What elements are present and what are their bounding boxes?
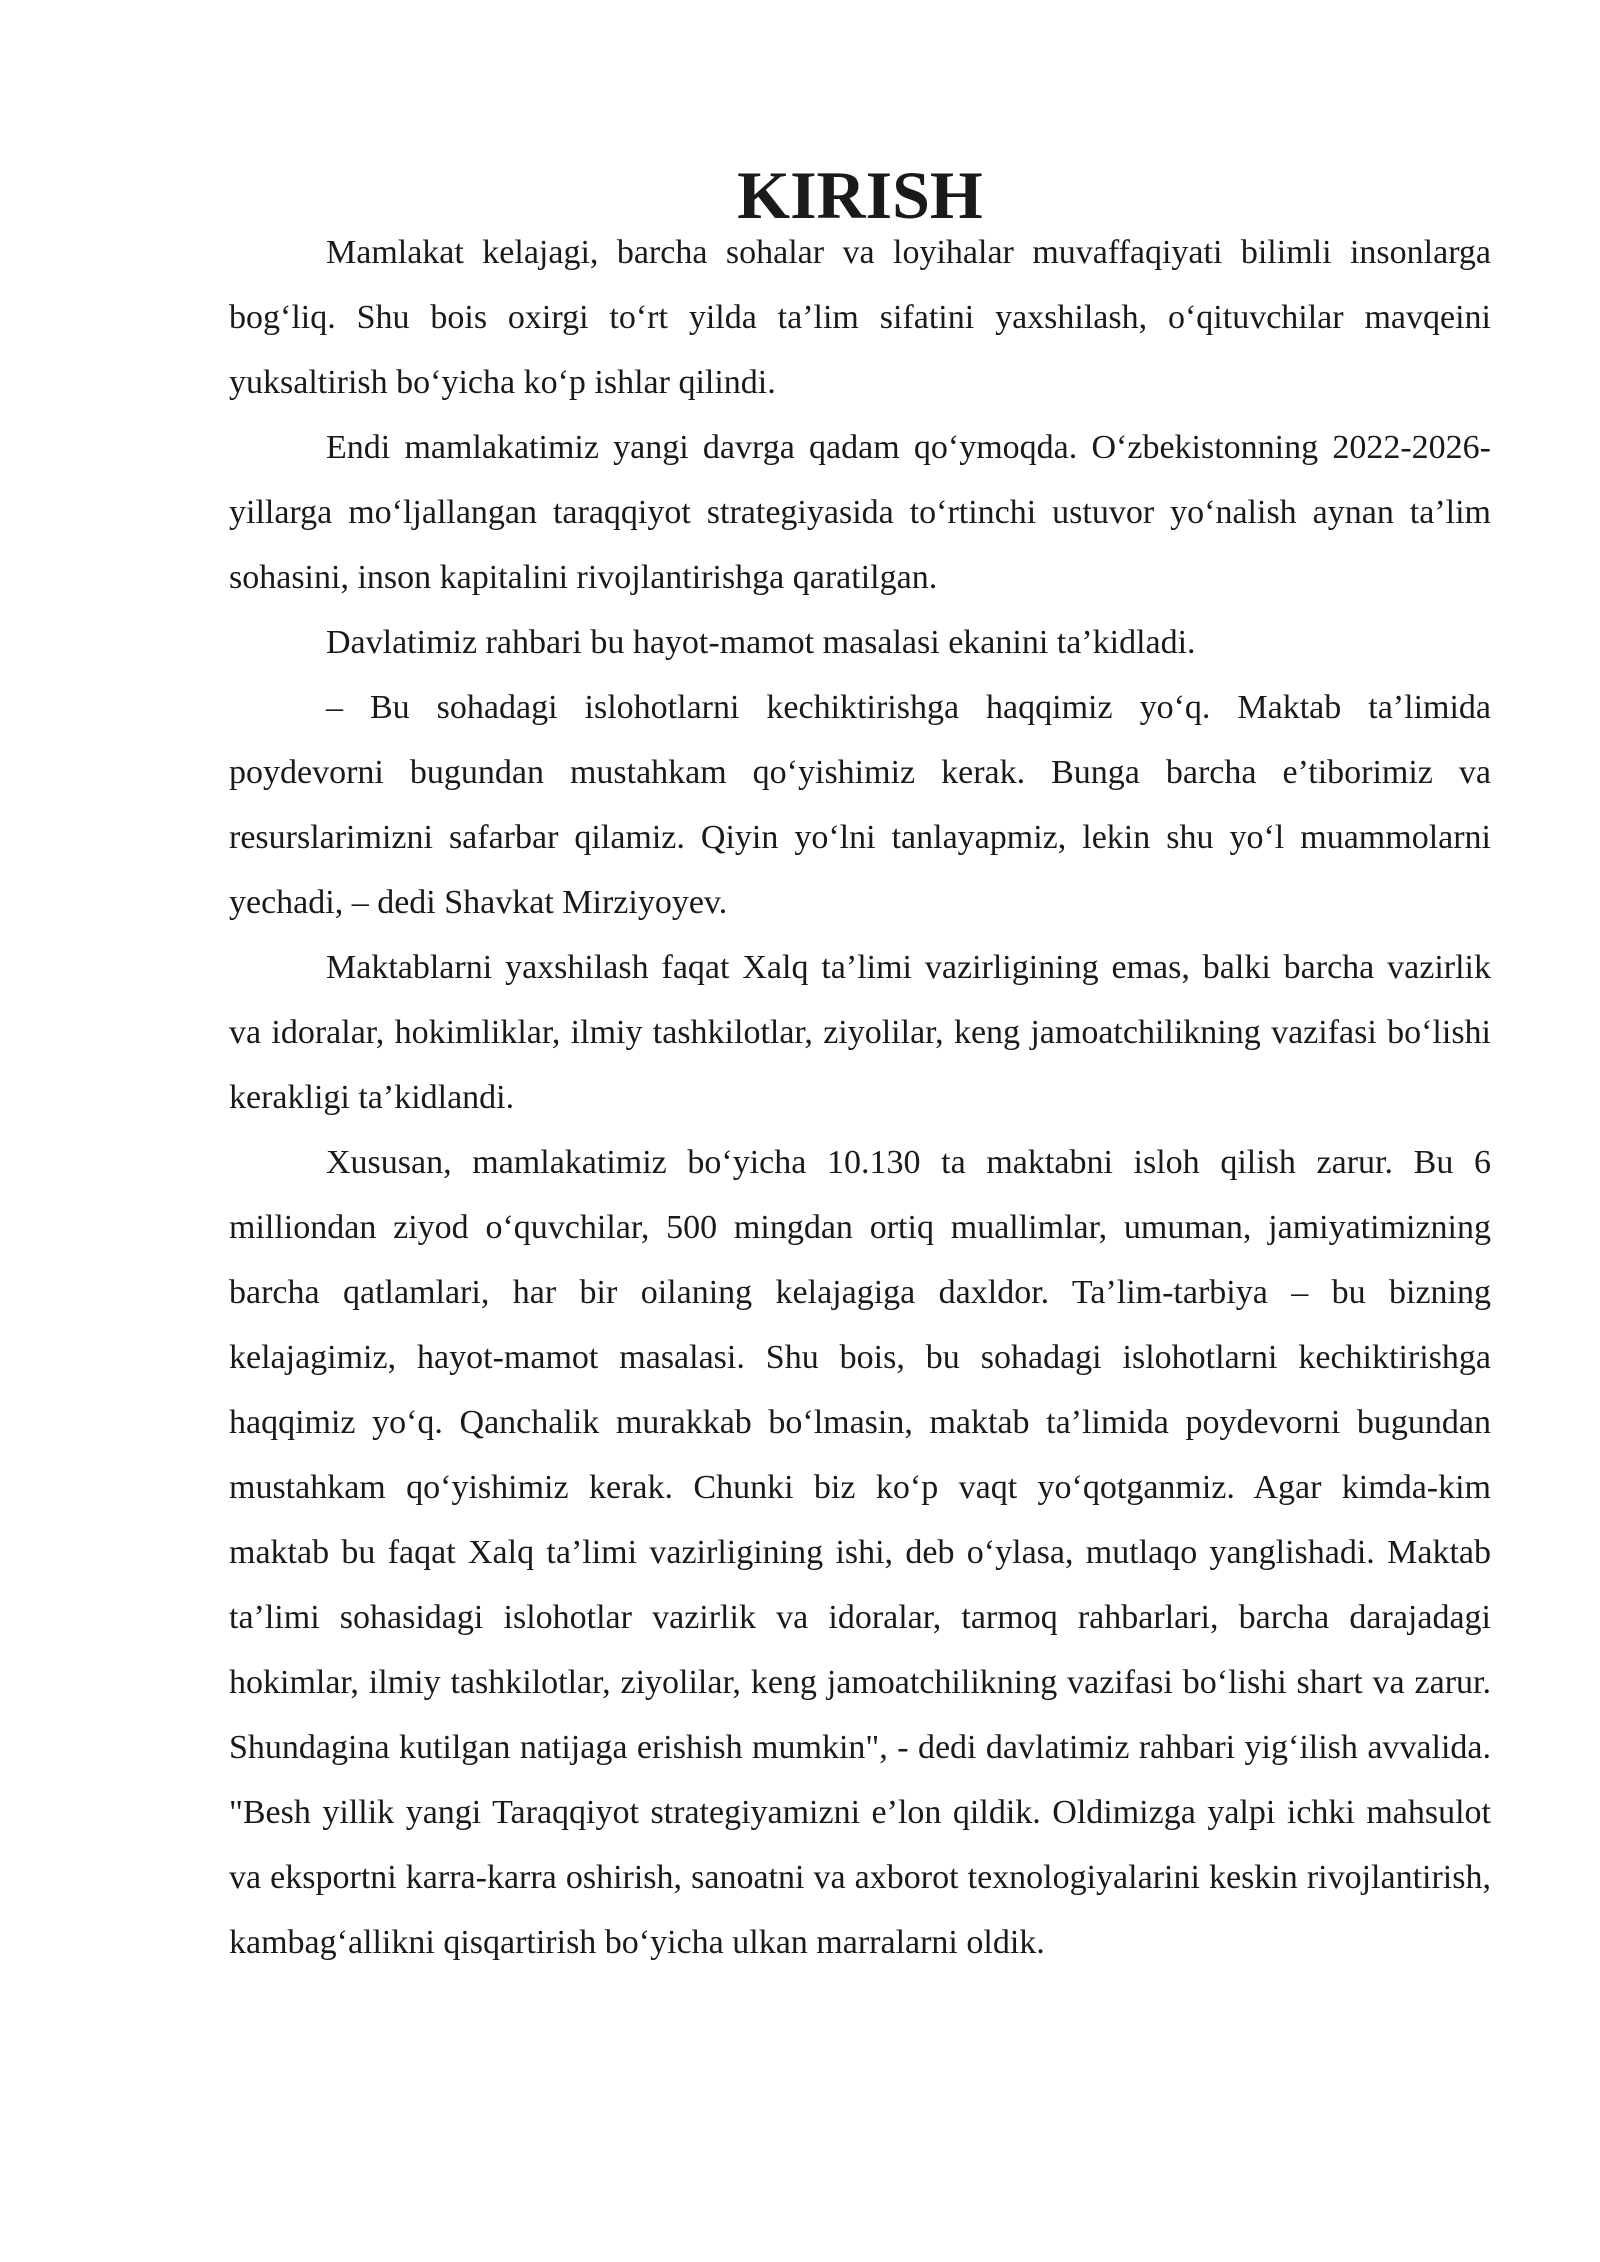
page-title: KIRISH: [737, 157, 983, 233]
paragraph-6: Xususan, mamlakatimiz bo‘yicha 10.130 ta maktabni isloh qilish zarur. Bu 6 milliondan ziyod o‘quvchilar, 500 mingdan ortiq muallimlar, umuman, jamiyatimizning barcha qatlamlari, har bir oilaning kelajagiga daxldor. Ta’lim-tarbiya – bu bizning kelajagimiz, hayot-mamot masalasi. Shu bois, bu sohadagi islohotlarni kechiktirishga haqqimiz yo‘q. Qanchalik murakkab bo‘lmasin, maktab ta’limida poydevorni bugundan mustahkam qo‘yishimiz kerak. Chunki biz ko‘p vaqt yo‘qotganmiz. Agar kimda-kim maktab bu faqat Xalq ta’limi vazirligining ishi, deb o‘ylasa, mutlaqo yanglishadi. Maktab ta’limi sohasidagi islohotlar vazirlik va idoralar, tarmoq rahbarlari, barcha darajadagi hokimlar, ilmiy tashkilotlar, ziyolilar, keng jamoatchilikning vazifasi bo‘lishi shart va zarur. Shundagina kutilgan natijaga erishish mumkin", - dedi davlatimiz rahbari yig‘ilish avvalida. "Besh yillik yangi Taraqqiyot strategiyamizni e’lon qildik. Oldimizga yalpi ichki mahsulot va eksportni karra-karra oshirish, sanoatni va axborot texnologiyalarini keskin rivojlantirish, kambag‘allikni qisqartirish bo‘yicha ulkan marralarni oldik.: [229, 1144, 1491, 1961]
document-body: [229, 157, 1491, 1975]
paragraph-1: Mamlakat kelajagi, barcha sohalar va loyihalar muvaffaqiyati bilimli insonlarga bog‘liq. Shu bois oxirgi to‘rt yilda ta’lim sifatini yaxshilash, o‘qituvchilar mavqeini yuksaltirish bo‘yicha ko‘p ishlar qilindi.: [229, 234, 1491, 401]
paragraph-4: – Bu sohadagi islohotlarni kechiktirishga haqqimiz yo‘q. Maktab ta’limida poydevorni bugundan mustahkam qo‘yishimiz kerak. Bunga barcha e’tiborimiz va resurslarimizni safarbar qilamiz. Qiyin yo‘lni tanlayapmiz, lekin shu yo‘l muammolarni yechadi, – dedi Shavkat Mirziyoyev.: [229, 689, 1491, 921]
paragraph-3: Davlatimiz rahbari bu hayot-mamot masalasi ekanini ta’kidladi.: [326, 624, 1196, 661]
paragraph-2: Endi mamlakatimiz yangi davrga qadam qo‘ymoqda. O‘zbekistonning 2022-2026-yillarga mo‘ljallangan taraqqiyot strategiyasida to‘rtinchi ustuvor yo‘nalish aynan ta’lim sohasini, inson kapitalini rivojlantirishga qaratilgan.: [229, 429, 1491, 596]
paragraph-5: Maktablarni yaxshilash faqat Xalq ta’limi vazirligining emas, balki barcha vazirlik va idoralar, hokimliklar, ilmiy tashkilotlar, ziyolilar, keng jamoatchilikning vazifasi bo‘lishi kerakligi ta’kidlandi.: [229, 949, 1491, 1116]
